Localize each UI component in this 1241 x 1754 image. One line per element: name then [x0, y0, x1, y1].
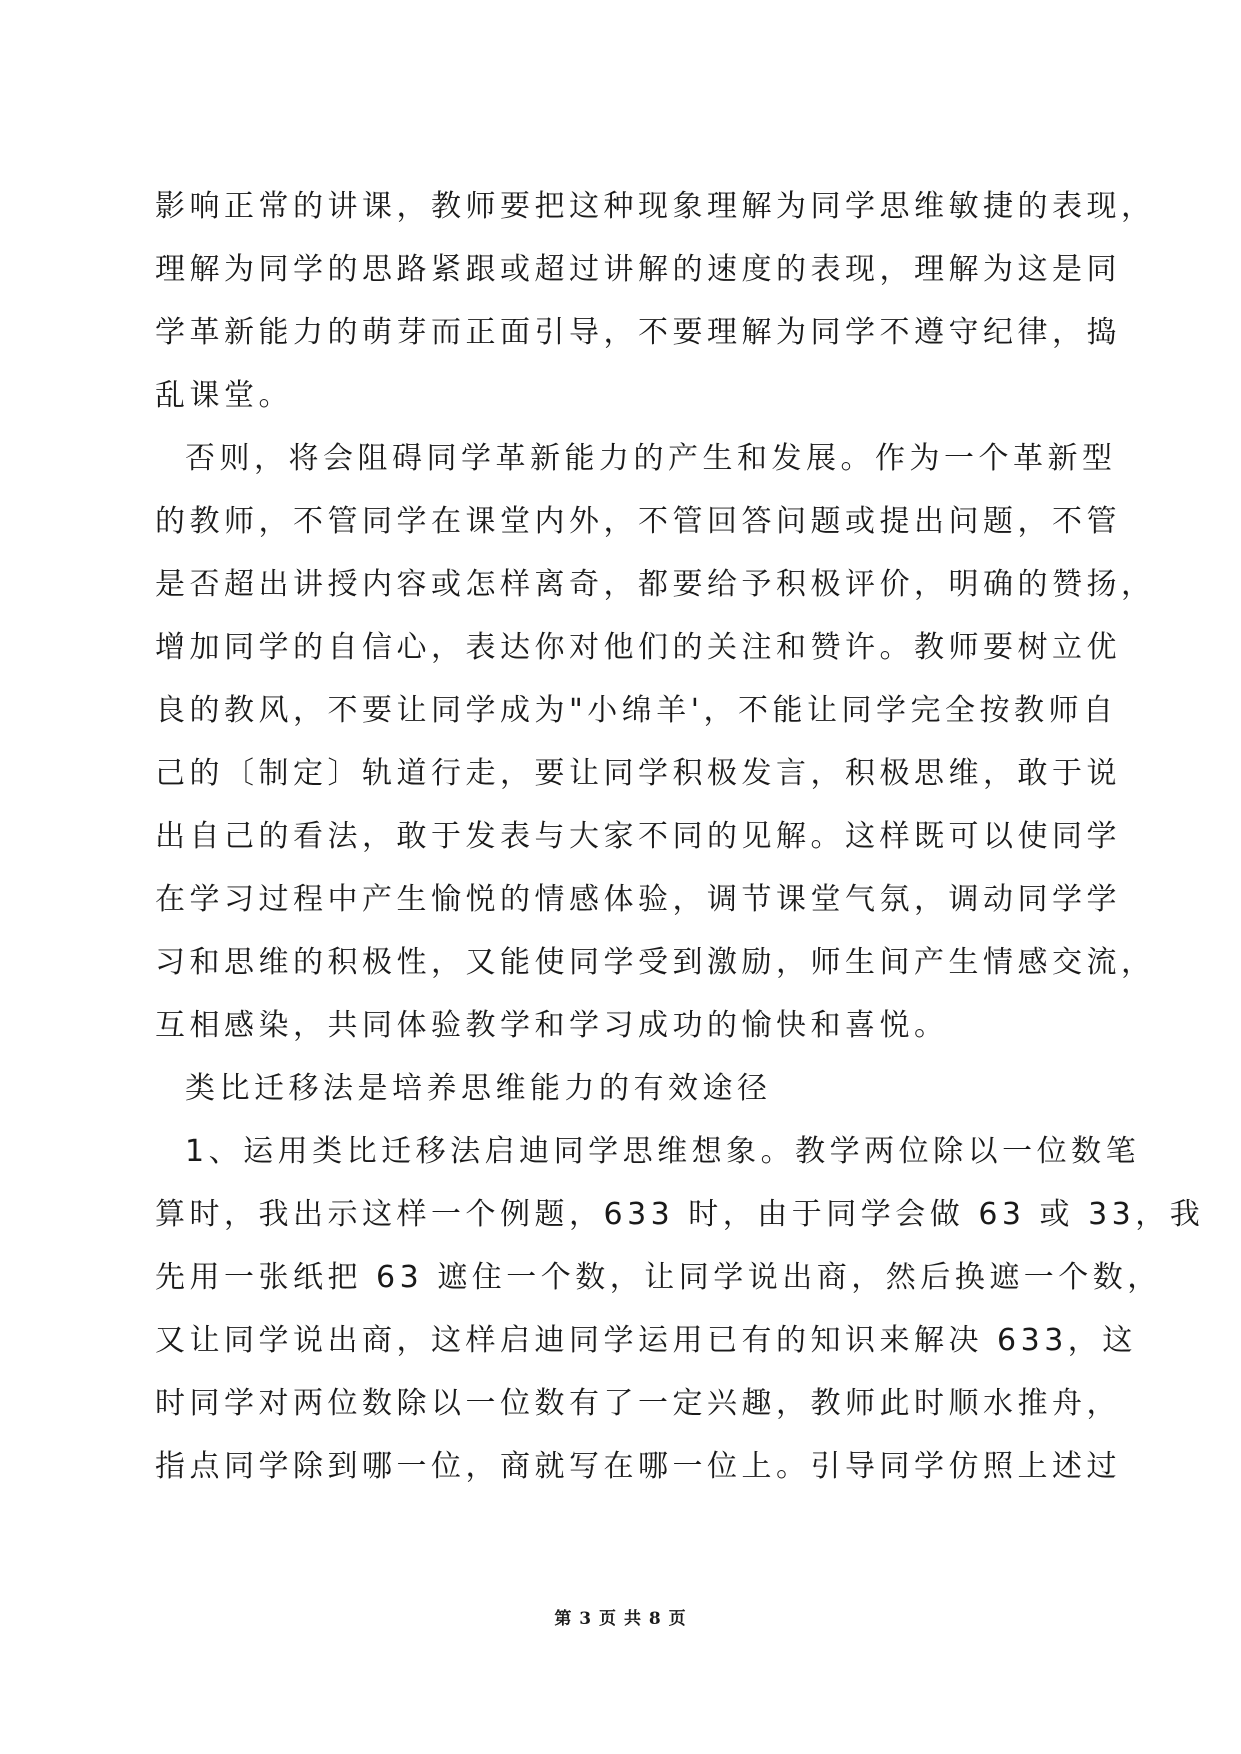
text-line: 互相感染，共同体验教学和学习成功的愉快和喜悦。 [155, 1008, 949, 1043]
text-line: 在学习过程中产生愉悦的情感体验，调节课堂气氛，调动同学学 [155, 882, 1121, 917]
text-line: 先用一张纸把 63 遮住一个数，让同学说出商，然后换遮一个数， [155, 1260, 1162, 1295]
text-line: 指点同学除到哪一位，商就写在哪一位上。引导同学仿照上述过 [155, 1449, 1121, 1484]
text-line: 学革新能力的萌芽而正面引导，不要理解为同学不遵守纪律，捣 [155, 315, 1121, 350]
text-line: 乱课堂。 [155, 378, 293, 413]
text-line: 时同学对两位数除以一位数有了一定兴趣，教师此时顺水推舟， [155, 1386, 1121, 1421]
section-heading [155, 1057, 1095, 1120]
paragraph [155, 427, 1156, 1057]
text-line: 类比迁移法是培养思维能力的有效途径 [185, 1071, 772, 1106]
text-line: 1、运用类比迁移法启迪同学思维想象。教学两位除以一位数笔 [185, 1134, 1141, 1169]
text-line: 否则，将会阻碍同学革新能力的产生和发展。作为一个革新型 [185, 441, 1117, 476]
text-line: 的教师，不管同学在课堂内外，不管回答问题或提出问题，不管 [155, 504, 1121, 539]
text-line: 增加同学的自信心，表达你对他们的关注和赞许。教师要树立优 [155, 630, 1121, 665]
text-line: 又让同学说出商，这样启迪同学运用已有的知识来解决 633，这 [155, 1323, 1137, 1358]
text-line: 影响正常的讲课，教师要把这种现象理解为同学思维敏捷的表现， [155, 189, 1156, 224]
text-line: 习和思维的积极性，又能使同学受到激励，师生间产生情感交流， [155, 945, 1156, 980]
page-number-footer: 第 3 页 共 8 页 [554, 1609, 687, 1629]
text-line: 是否超出讲授内容或怎样离奇，都要给予积极评价，明确的赞扬， [155, 567, 1156, 602]
document-body [155, 175, 1205, 1498]
text-line: 理解为同学的思路紧跟或超过讲解的速度的表现，理解为这是同 [155, 252, 1121, 287]
text-line: 己的〔制定〕轨道行走，要让同学积极发言，积极思维，敢于说 [155, 756, 1121, 791]
paragraph [155, 175, 1156, 427]
text-line: 良的教风，不要让同学成为"小绵羊'，不能让同学完全按教师自 [155, 693, 1118, 728]
paragraph [155, 1120, 1205, 1498]
text-line: 出自己的看法，敢于发表与大家不同的见解。这样既可以使同学 [155, 819, 1121, 854]
text-line: 算时，我出示这样一个例题，633 时，由于同学会做 63 或 33，我 [155, 1197, 1205, 1232]
